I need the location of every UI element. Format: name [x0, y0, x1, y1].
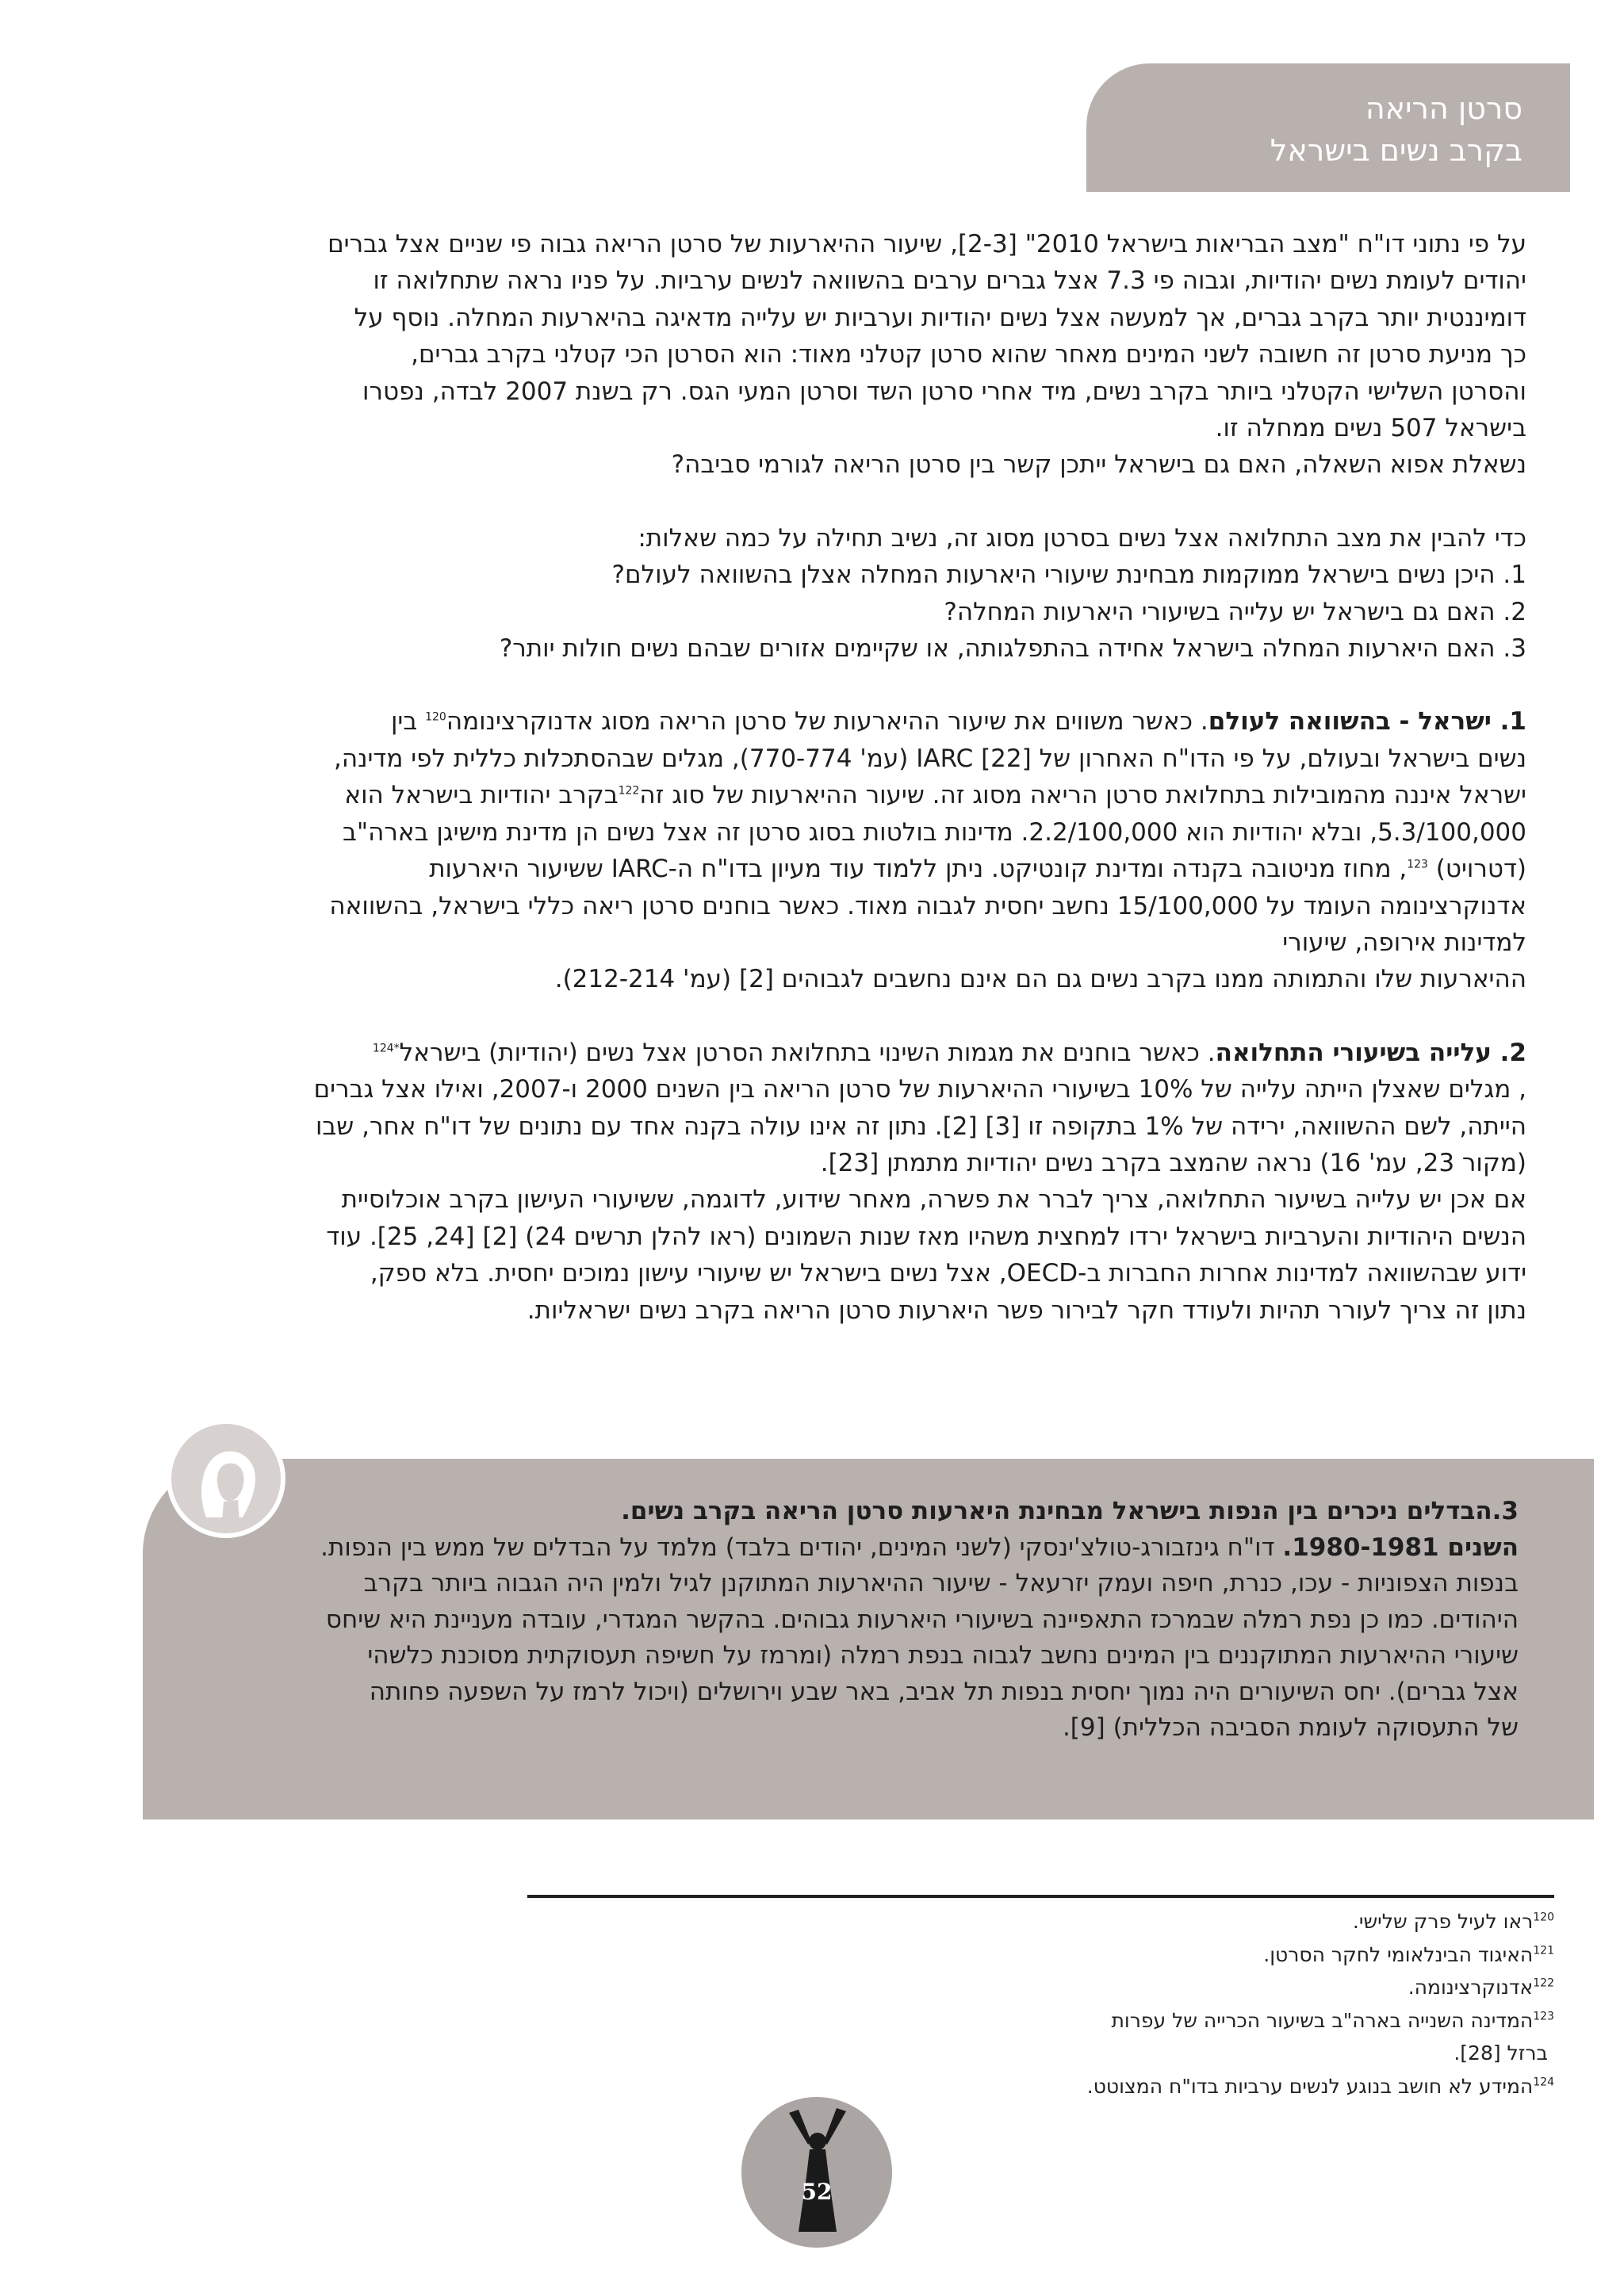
footnote-divider [527, 1895, 1554, 1898]
text-span: (דטרויט) [1427, 855, 1526, 884]
footnote-item [825, 2070, 1554, 2103]
footnote-continuation: ברזל [28]. [1454, 2042, 1548, 2064]
footnote-number: 123 [1533, 2010, 1554, 2023]
text-line: אדנוקרצינומה העומד על 15/100,000 נחשב יחסית לגבוה מאוד. כאשר בוחנים סרטן ריאה כללי בישראל, בהשוואה [329, 891, 1526, 920]
text-line: אם אכן יש עלייה בשיעור התחלואה, צריך לברר את פשרה, מאחר שידוע, לדוגמה, ששיעורי העישון בקרב אוכלוסיית [341, 1185, 1526, 1215]
text-span: בקרב יהודיות בישראל הוא [344, 781, 619, 810]
section-1 [143, 703, 1526, 997]
text-line: 5.3/100,000, ובלא יהודיות הוא 2.2/100,000. מדינות בולטות בסוג סרטן זה אצל נשים הן מדינת מישיגן בארה"ב [343, 817, 1526, 847]
text-line: על פי נתוני דו"ח "מצב הבריאות בישראל 2010" [2-3], שיעור ההיארעות של סרטן הריאה גבוה פי שניים אצל גברים [327, 230, 1526, 258]
text-line: היהודים. כמו כן נפת רמלה שבמרכז התאפיינה בשיעורי היארעות גבוהים. בהקשר המגדרי, עובדה מעניינת היא שיחס [325, 1605, 1519, 1634]
chapter-title-line1: סרטן הריאה [1365, 91, 1522, 126]
text-line: אצל גברים). יחס השיעורים היה נמוך יחסית בנפות תל אביב, באר שבע וירושלים (ויכול לרמז על השפעה פחותה [369, 1677, 1519, 1706]
section-3-heading: 3.הבדלים ניכרים בין הנפות בישראל מבחינת היארעות סרטן הריאה בקרב נשים. [621, 1497, 1519, 1525]
footnote-number: 120 [1533, 1911, 1554, 1924]
section-1-heading: 1. ישראל - בהשוואה לעולם [1208, 707, 1526, 737]
footnote-text: אדנוקרצינומה. [1408, 1976, 1534, 1999]
text-line: נשאלת אפוא השאלה, האם גם בישראל ייתכן קשר בין סרטן הריאה לגורמי סביבה? [671, 450, 1526, 480]
section-2-heading: 2. עלייה בשיעורי התחלואה [1215, 1038, 1526, 1067]
text-line: הנשים היהודיות והערביות בישראל ירדו למחצית משהיו מאז שנות השמונים (ראו להלן תרשים 24) [2] [24, 25]. עוד [326, 1222, 1526, 1251]
text-span: ישראל איננה מהמובילות בתחלואת סרטן הריאה מסוג זה. שיעור ההיארעות של סוג זה [639, 781, 1526, 810]
footnote-number: 124 [1533, 2076, 1554, 2089]
text-span: , מחוז מניטובה בקנדה ומדינת קונטיקט. ניתן ללמוד עוד מעיון בדו"ח ה-IARC ששיעור היארעות [429, 855, 1408, 884]
text-line [143, 1035, 1526, 1071]
footnote-number: 122 [1533, 1976, 1554, 1990]
footnote-text: האיגוד הבינלאומי לחקר הסרטן. [1263, 1942, 1534, 1966]
text-line: הייתה, לשם ההשוואה, ירידה של 1% בתקופה זו [3] [2]. נתון זה אינו עולה בקנה אחד עם נתונים של דו"ח אחר, שבו [315, 1112, 1526, 1141]
text-line: כך מניעת סרטן זה חשובה לשני המינים מאחר שהוא סרטן קטלני מאוד: הוא הסרטן הכי קטלני בקרב גברים, [411, 340, 1526, 369]
text-line [143, 1530, 1519, 1567]
footnote-ref[interactable]: 122 [618, 784, 640, 798]
text-line: בנפות הצפוניות - עכו, כנרת, חיפה ועמק יזרעאל - שיעור ההיארעות המתוקנן לגיל ולמין היה הגבוה ביותר בקרב [363, 1569, 1519, 1598]
years-label: השנים 1980-1981. [1282, 1533, 1519, 1562]
question-item: 1. היכן נשים בישראל ממוקמות מבחינת שיעורי היארעות המחלה אצלן בהשוואה לעולם? [611, 561, 1526, 590]
text-span: . כאשר משווים את שיעור ההיארעות של סרטן הריאה מסוג אדנוקרצינומה [446, 707, 1208, 737]
intro-paragraph [143, 226, 1526, 484]
question-item: 2. האם גם בישראל יש עלייה בשיעורי היארעות המחלה? [944, 597, 1526, 626]
section-3-panel [143, 1459, 1594, 1820]
footnotes [825, 1905, 1554, 2103]
text-line: למדינות אירופה, שיעורי [1282, 928, 1526, 957]
dancer-icon [741, 2097, 892, 2248]
footnote-ref[interactable]: 123 [1407, 858, 1428, 871]
footnote-ref[interactable]: *124 [372, 1042, 400, 1055]
footnote-item [825, 1938, 1554, 1972]
text-line: של התעסוקה לעומת הסביבה הכללית) [9]. [1062, 1713, 1519, 1742]
section-2 [143, 1035, 1526, 1329]
text-line: , מגלים שאצלן הייתה עלייה של 10% בשיעורי ההיארעות של סרטן הריאה בין השנים 2000 ו-2007, ואילו אצל גברים [313, 1075, 1526, 1104]
text-line [143, 777, 1526, 813]
text-line [143, 703, 1526, 740]
text-span: . כאשר בוחנים את מגמות השינוי בתחלואת הסרטן אצל נשים (יהודיות) בישראל [399, 1038, 1216, 1067]
main-text [143, 226, 1526, 1329]
questions-intro: כדי להבין את מצב התחלואה אצל נשים בסרטן מסוג זה, נשיב תחילה על כמה שאלות: [638, 523, 1526, 553]
footnote-text: המידע לא חושב בנוגע לנשים ערביות בדו"ח המצוטט. [1086, 2074, 1534, 2098]
chapter-title-line2: בקרב נשים בישראל [1270, 133, 1522, 168]
footnote-text: המדינה השנייה בארה"ב בשיעור הכרייה של עפרות [1111, 2008, 1534, 2032]
text-line: ההיארעות שלו והתמותה ממנו בקרב נשים גם הם אינם נחשבים לגבוהים [2] (עמ' 212-214). [554, 965, 1526, 994]
footnote-item [825, 1905, 1554, 1938]
footnote-item [825, 1971, 1554, 2004]
woman-head-icon [167, 1419, 285, 1538]
text-line: בישראל 507 נשים ממחלה זו. [1215, 414, 1526, 443]
text-span: דו"ח גינזבורג-טולצ'ינסקי (לשני המינים, יהודים בלבד) מלמד על הבדלים של ממש בין הנפות. [320, 1533, 1283, 1562]
text-line: יהודים לעומת נשים יהודיות, וגבוה פי 7.3 אצל גברים ערבים בהשוואה לנשים ערביות. על פניו נראה שתחלואה זו [373, 266, 1526, 296]
text-line: נתון זה צריך לעורר תהיות ולעודד חקר לבירור פשר היארעות סרטן הריאה בקרב נשים ישראליות. [527, 1295, 1526, 1325]
section-3 [143, 1494, 1519, 1747]
chapter-header-tab [1086, 63, 1570, 192]
text-line: והסרטן השלישי הקטלני ביותר בקרב נשים, מיד אחרי סרטן השד וסרטן המעי הגס. רק בשנת 2007 לבדה, נפטרו [362, 377, 1526, 406]
text-line: (מקור 23, עמ' 16) נראה שהמצב בקרב נשים יהודיות מתמתן [23]. [820, 1148, 1526, 1177]
text-line: נשים בישראל ובעולם, על פי הדו"ח האחרון של IARC [22] (עמ' 770-774), מגלים שבהסתכלות כללית לפי מדינה, [333, 744, 1526, 773]
questions-list [143, 520, 1526, 668]
footnote-item [825, 2004, 1554, 2038]
text-span: בין [390, 707, 426, 737]
text-line [143, 851, 1526, 887]
footnote-ref[interactable]: 120 [425, 711, 446, 725]
text-line: דומיננטית יותר בקרב גברים, אך למעשה אצל נשים יהודיות וערביות יש עלייה מדאיגה בהיארעות המחלה. נוסף על [354, 303, 1526, 332]
text-line: ידוע שבהשוואה למדינות אחרות החברות ב-OECD, אצל נשים בישראל יש שיעורי עישון נמוכים יחסית. בלא ספק, [370, 1259, 1526, 1288]
footnote-number: 121 [1533, 1944, 1554, 1957]
footnote-text: ראו לעיל פרק שלישי. [1352, 1910, 1534, 1933]
text-line: שיעורי ההיארעות המתוקננים בין המינים נחשב לגבוה בנפת רמלה (ומרמז על חשיפה תעסוקתית מסוכנת כלשהי [367, 1641, 1519, 1670]
page-number-badge [741, 2097, 892, 2248]
question-item: 3. האם היארעות המחלה בישראל אחידה בהתפלגותה, או שקיימים אזורים שבהם נשים חולות יותר? [499, 634, 1526, 664]
page-number: 52 [801, 2179, 833, 2205]
